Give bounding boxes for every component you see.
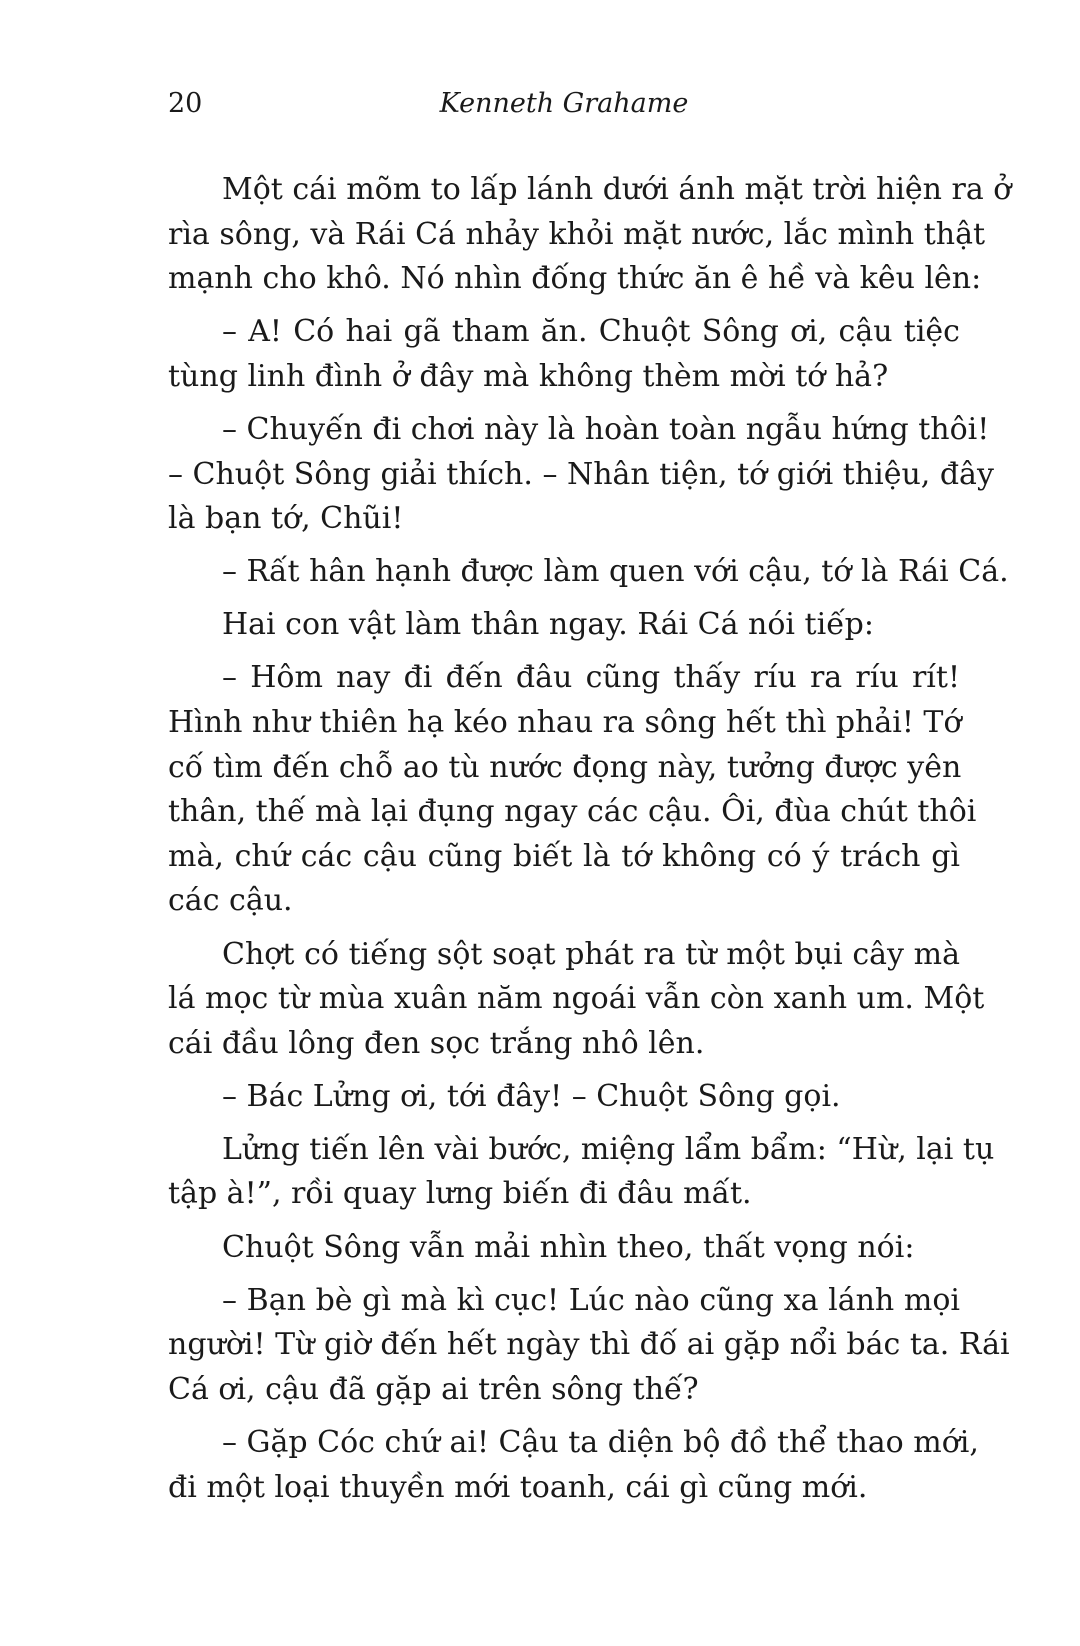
text-line: đi một loại thuyền mới toanh, cái gì cũng mới. [168, 1469, 868, 1505]
paragraph [168, 656, 977, 924]
text-line: – Bác Lửng ơi, tới đây! – Chuột Sông gọi. [222, 1078, 841, 1114]
paragraph [168, 408, 994, 542]
paragraph [168, 550, 1009, 595]
text-line: rìa sông, và Rái Cá nhảy khỏi mặt nước, lắc mình thật [168, 216, 986, 252]
paragraph [168, 1226, 960, 1271]
text-line: Hình như thiên hạ kéo nhau ra sông hết thì phải! Tớ [168, 705, 962, 741]
paragraph [168, 1421, 979, 1510]
text-line: – Bạn bè gì mà kì cục! Lúc nào cũng xa lánh mọi [222, 1282, 960, 1318]
text-line: Một cái mõm to lấp lánh dưới ánh mặt trời hiện ra ở [222, 172, 1012, 207]
text-line: Chuột Sông vẫn mải nhìn theo, thất vọng nói: [222, 1229, 915, 1265]
text-line: Hai con vật làm thân ngay. Rái Cá nói tiếp: [222, 607, 874, 643]
text-line: Lửng tiến lên vài bước, miệng lẩm bẩm: “Hừ, lại tụ [222, 1131, 995, 1167]
running-header [168, 88, 960, 128]
text-line: Cá ơi, cậu đã gặp ai trên sông thế? [168, 1371, 699, 1407]
text-line: cố tìm đến chỗ ao tù nước đọng này, tưởng được yên [168, 749, 962, 785]
paragraph [168, 310, 960, 399]
text-line: các cậu. [168, 883, 293, 919]
text-line: là bạn tớ, Chũi! [168, 501, 404, 537]
text-line: thân, thế mà lại đụng ngay các cậu. Ôi, đùa chút thôi [168, 794, 977, 830]
text-line: – Hôm nay đi đến đâu cũng thấy ríu ra ríu rít! [222, 660, 960, 696]
body-text [168, 168, 1012, 1519]
text-line: – Chuyến đi chơi này là hoàn toàn ngẫu hứng thôi! [222, 411, 990, 447]
text-line: mạnh cho khô. Nó nhìn đống thức ăn ê hề và kêu lên: [168, 261, 982, 297]
text-line: – A! Có hai gã tham ăn. Chuột Sông ơi, cậu tiệc [222, 314, 960, 350]
paragraph [168, 603, 960, 648]
text-line: – Rất hân hạnh được làm quen với cậu, tớ là Rái Cá. [222, 554, 1009, 590]
paragraph [168, 168, 1012, 302]
paragraph [168, 1075, 960, 1120]
paragraph [168, 933, 985, 1067]
paragraph [168, 1279, 1010, 1413]
text-line: lá mọc từ mùa xuân năm ngoái vẫn còn xanh um. Một [168, 981, 985, 1017]
text-line: tập à!”, rồi quay lưng biến đi đâu mất. [168, 1176, 752, 1212]
page-number: 20 [168, 88, 203, 119]
text-line: – Gặp Cóc chứ ai! Cậu ta diện bộ đồ thể thao mới, [222, 1424, 979, 1460]
text-line: cái đầu lông đen sọc trắng nhô lên. [168, 1025, 705, 1061]
running-title: Kenneth Grahame [439, 88, 689, 119]
text-line: Chợt có tiếng sột soạt phát ra từ một bụi cây mà [222, 936, 960, 972]
paragraph [168, 1128, 995, 1217]
text-line: – Chuột Sông giải thích. – Nhân tiện, tớ giới thiệu, đây [168, 456, 994, 492]
text-line: người! Từ giờ đến hết ngày thì đố ai gặp nổi bác ta. Rái [168, 1327, 1010, 1363]
text-line: mà, chứ các cậu cũng biết là tớ không có ý trách gì [168, 838, 960, 874]
text-line: tùng linh đình ở đây mà không thèm mời tớ hả? [168, 358, 889, 394]
